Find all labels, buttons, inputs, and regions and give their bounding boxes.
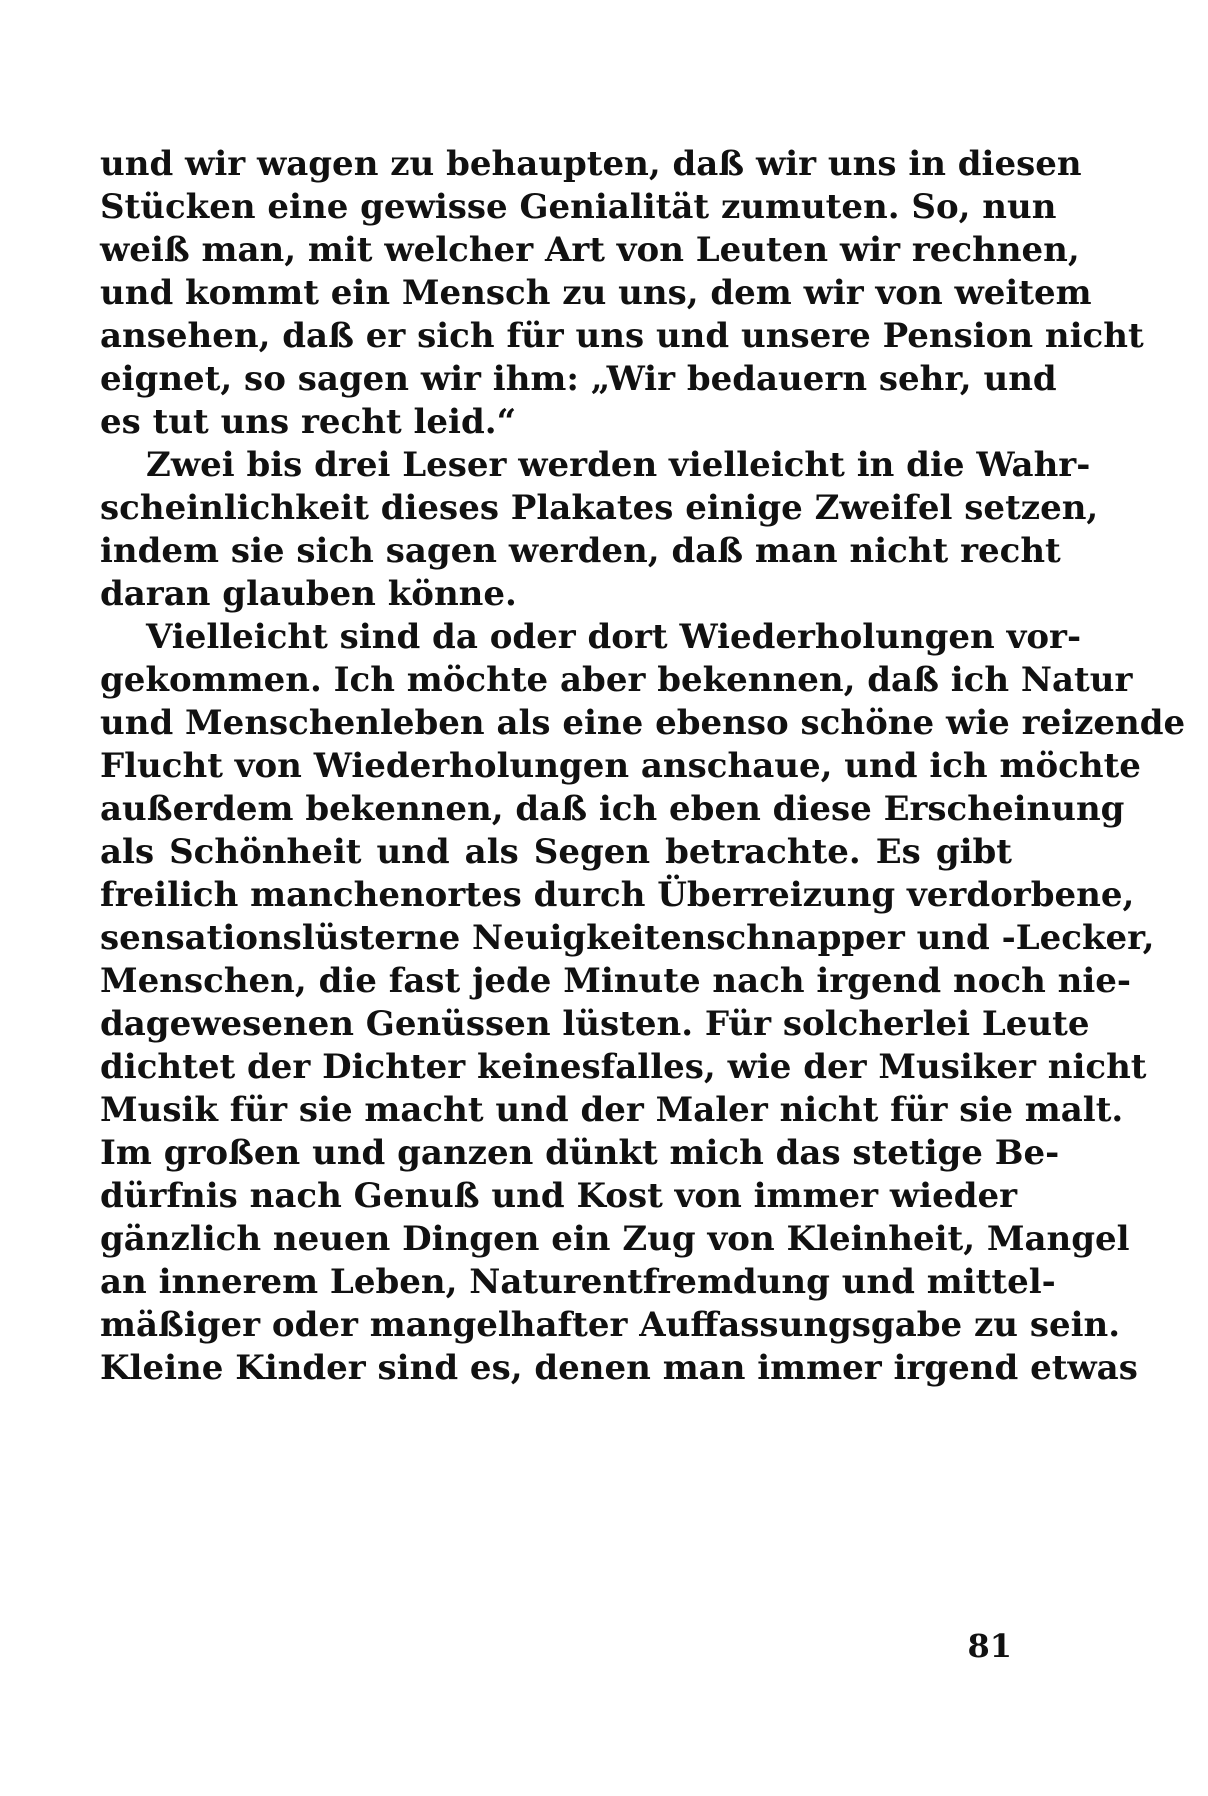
text-line: und wir wagen zu behaupten, daß wir uns in diesen	[100, 144, 1082, 184]
text-line: außerdem bekennen, daß ich eben diese Erscheinung	[100, 789, 1125, 829]
text-line: und kommt ein Mensch zu uns, dem wir von weitem	[100, 273, 1092, 313]
page-number: 81	[967, 1627, 1012, 1665]
paragraph-first-line: Zwei bis drei Leser werden vielleicht in die Wahr-	[146, 445, 1091, 485]
text-line: dürfnis nach Genuß und Kost von immer wieder	[100, 1176, 1018, 1216]
text-line: Im großen und ganzen dünkt mich das stetige Be-	[100, 1133, 1060, 1173]
text-line: gekommen. Ich möchte aber bekennen, daß ich Natur	[100, 660, 1133, 700]
text-line: an innerem Leben, Naturentfremdung und mittel-	[100, 1262, 1056, 1302]
text-line: gänzlich neuen Dingen ein Zug von Kleinheit, Mangel	[100, 1219, 1130, 1259]
text-line: dagewesenen Genüssen lüsten. Für solcherlei Leute	[100, 1004, 1090, 1044]
text-line: daran glauben könne.	[100, 574, 517, 614]
text-line: weiß man, mit welcher Art von Leuten wir rechnen,	[100, 230, 1080, 270]
text-line: als Schönheit und als Segen betrachte. Es gibt	[100, 832, 1012, 872]
text-line: indem sie sich sagen werden, daß man nicht recht	[100, 531, 1061, 571]
text-line: sensationslüsterne Neuigkeitenschnapper und -Lecker,	[100, 918, 1155, 958]
text-line: Menschen, die fast jede Minute nach irgend noch nie-	[100, 961, 1132, 1001]
text-line: mäßiger oder mangelhafter Auffassungsgabe zu sein.	[100, 1305, 1121, 1345]
text-line: Kleine Kinder sind es, denen man immer irgend etwas	[100, 1348, 1138, 1388]
text-line: und Menschenleben als eine ebenso schöne wie reizende	[100, 703, 1186, 743]
text-line: eignet, so sagen wir ihm: „Wir bedauern sehr, und	[100, 359, 1057, 399]
paragraph-first-line: Vielleicht sind da oder dort Wiederholungen vor-	[146, 617, 1082, 657]
text-line: es tut uns recht leid.“	[100, 402, 517, 442]
text-line: ansehen, daß er sich für uns und unsere Pension nicht	[100, 316, 1144, 356]
text-line: Musik für sie macht und der Maler nicht für sie malt.	[100, 1090, 1124, 1130]
text-line: dichtet der Dichter keinesfalles, wie der Musiker nicht	[100, 1047, 1147, 1087]
text-line: scheinlichkeit dieses Plakates einige Zweifel setzen,	[100, 488, 1099, 528]
text-line: Stücken eine gewisse Genialität zumuten. So, nun	[100, 187, 1057, 227]
text-line: Flucht von Wiederholungen anschaue, und ich möchte	[100, 746, 1141, 786]
text-line: freilich manchenortes durch Überreizung verdorbene,	[100, 875, 1135, 915]
